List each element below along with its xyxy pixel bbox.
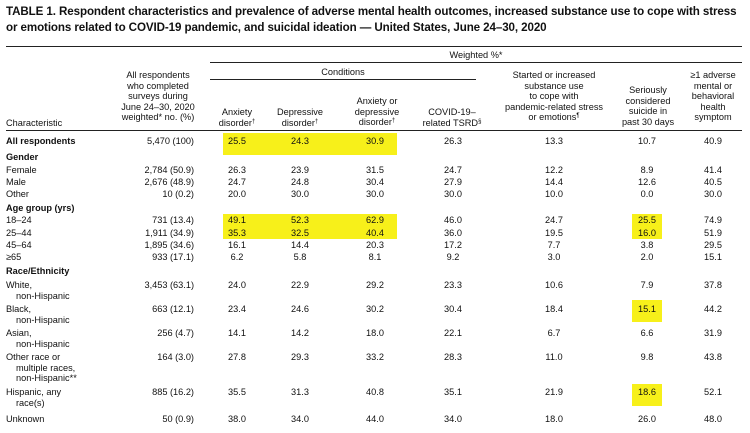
- cell-value: 29.5: [704, 240, 722, 250]
- cell-value: 30.0: [704, 189, 722, 199]
- cell-weighted-n: 1,911 (34.9): [145, 228, 194, 238]
- cell-value: 10.0: [545, 189, 563, 199]
- cell-value: 32.5: [291, 228, 309, 238]
- row-label-line: 25–44: [6, 228, 32, 238]
- header-line: Depressive: [277, 107, 323, 117]
- header-line: to cope with: [529, 91, 579, 102]
- row-label: [6, 304, 70, 325]
- cell-value: 49.1: [228, 215, 246, 225]
- row-label: [6, 328, 70, 349]
- cell-value: 25.5: [638, 215, 656, 225]
- section-heading: [6, 152, 38, 163]
- cell-value: 46.0: [444, 215, 462, 225]
- row-label-line: White,: [6, 280, 33, 290]
- cell-value: 40.8: [366, 387, 384, 397]
- row-label-line: race(s): [16, 397, 45, 408]
- header-line: [418, 118, 486, 129]
- cell-value: 15.1: [704, 252, 722, 262]
- cell-value: 30.4: [366, 177, 384, 187]
- rule-weighted: [210, 62, 742, 63]
- footnote-mark: ¶: [576, 113, 580, 120]
- cell-value: 2.0: [640, 252, 654, 262]
- header-line: behavioral: [691, 91, 735, 102]
- cell-value: 51.9: [704, 228, 722, 238]
- cell-value: 16.0: [638, 228, 656, 238]
- cell-value: 14.4: [545, 177, 563, 187]
- row-label-line: ≥65: [6, 252, 22, 262]
- row-label: [6, 280, 70, 301]
- header-line: June 24–30, 2020: [121, 101, 195, 112]
- header-anxiety-or-depressive: [342, 96, 412, 128]
- header-characteristic: Characteristic: [6, 118, 63, 128]
- cell-value: 9.2: [446, 252, 460, 262]
- header-line: suicide in: [628, 106, 668, 117]
- footnote-mark: †: [314, 118, 319, 125]
- cell-value: 40.9: [704, 136, 722, 146]
- row-label-line: Age group (yrs): [6, 203, 75, 213]
- cell-value: 28.3: [444, 352, 462, 362]
- cell-value: 7.9: [640, 280, 654, 290]
- cell-value: 43.8: [704, 352, 722, 362]
- cell-value: 31.5: [366, 165, 384, 175]
- row-label-line: Black,: [6, 304, 32, 314]
- row-label: [6, 252, 21, 263]
- header-line: Started or increased: [512, 70, 596, 80]
- table-title: TABLE 1. Respondent characteristics and prevalence of adverse mental health outcomes, increased substance use to cope with stress or emotions related to COVID-19 pandemic, and suicidal ideation — United States, June 24–30, 2020: [6, 5, 737, 34]
- cell-weighted-n: 3,453 (63.1): [144, 280, 194, 290]
- cell-value: 12.6: [638, 177, 656, 187]
- cell-value: 8.1: [368, 252, 382, 262]
- cell-value: 62.9: [366, 215, 384, 225]
- header-conditions: Conditions: [321, 67, 365, 77]
- cell-value: 23.9: [291, 165, 309, 175]
- cell-weighted-n: 50 (0.9): [162, 414, 194, 424]
- cell-value: 8.9: [640, 165, 654, 175]
- header-suicide: [618, 85, 678, 127]
- cell-value: 24.8: [291, 177, 309, 187]
- cell-value: 23.3: [444, 280, 462, 290]
- cell-value: 24.7: [228, 177, 246, 187]
- cell-weighted-n: 256 (4.7): [157, 328, 194, 338]
- cell-weighted-n: 731 (13.4): [152, 215, 194, 225]
- header-line: [268, 118, 332, 129]
- cell-value: 12.2: [545, 165, 563, 175]
- cell-value: 52.1: [704, 387, 722, 397]
- header-word: related TSRD: [422, 117, 479, 128]
- cell-weighted-n: 1,895 (34.6): [144, 240, 194, 250]
- cell-value: 30.2: [366, 304, 384, 314]
- cell-value: 30.0: [291, 189, 309, 199]
- header-word: disorder: [281, 117, 315, 128]
- cell-value: 21.9: [545, 387, 563, 397]
- cell-value: 11.0: [545, 352, 563, 362]
- header-line: who completed: [127, 80, 189, 91]
- row-label: [6, 177, 26, 188]
- cell-value: 24.7: [545, 215, 563, 225]
- cell-weighted-n: 5,470 (100): [147, 136, 194, 146]
- cell-value: 3.8: [640, 240, 654, 250]
- row-label-line: Unknown: [6, 414, 45, 424]
- row-label-line: Hispanic, any: [6, 387, 62, 397]
- cell-value: 38.0: [228, 414, 246, 424]
- row-label-line: multiple races,: [16, 362, 76, 373]
- cell-value: 16.1: [228, 240, 246, 250]
- cell-value: 30.9: [366, 136, 384, 146]
- header-line: All respondents: [126, 70, 190, 80]
- section-heading: [6, 203, 74, 214]
- row-label-line: Male: [6, 177, 26, 187]
- cell-value: 34.0: [444, 414, 462, 424]
- row-label-line: 45–64: [6, 240, 32, 250]
- header-substance-use: [490, 70, 618, 123]
- cell-value: 15.1: [638, 304, 656, 314]
- cell-value: 37.8: [704, 280, 722, 290]
- cell-value: 26.3: [444, 136, 462, 146]
- rule-header-bottom: [6, 130, 742, 131]
- cell-value: 20.0: [228, 189, 246, 199]
- header-line: [490, 112, 618, 123]
- row-label-line: 18–24: [6, 215, 32, 225]
- cell-value: 14.1: [228, 328, 246, 338]
- cell-value: 3.0: [547, 252, 561, 262]
- cell-value: 22.1: [444, 328, 462, 338]
- header-line: [342, 117, 412, 128]
- cell-value: 6.7: [547, 328, 561, 338]
- row-label: [6, 189, 29, 200]
- cell-value: 19.5: [545, 228, 563, 238]
- row-label-line: Other: [6, 189, 29, 199]
- header-line: Seriously: [629, 85, 667, 95]
- header-anxiety: [210, 107, 264, 128]
- cell-value: 27.8: [228, 352, 246, 362]
- row-label-line: Race/Ethnicity: [6, 266, 70, 276]
- cell-value: 18.0: [366, 328, 384, 338]
- header-line: [210, 118, 264, 129]
- cell-value: 24.0: [228, 280, 246, 290]
- cell-value: 33.2: [366, 352, 384, 362]
- cell-value: 40.4: [366, 228, 384, 238]
- cell-value: 5.8: [293, 252, 307, 262]
- cell-weighted-n: 663 (12.1): [152, 304, 194, 314]
- section-heading: [6, 266, 69, 277]
- cell-value: 27.9: [444, 177, 462, 187]
- cell-value: 30.0: [444, 189, 462, 199]
- header-line: Anxiety or: [356, 96, 398, 106]
- cell-value: 40.5: [704, 177, 722, 187]
- header-line: past 30 days: [621, 116, 675, 127]
- cell-value: 24.6: [291, 304, 309, 314]
- header-line: weighted* no. (%): [121, 112, 195, 123]
- row-label: [6, 136, 75, 147]
- cell-value: 44.0: [366, 414, 384, 424]
- row-label-line: Female: [6, 165, 37, 175]
- cell-value: 18.4: [545, 304, 563, 314]
- cell-value: 35.3: [228, 228, 246, 238]
- cell-value: 18.6: [638, 387, 656, 397]
- row-label-line: All respondents: [6, 136, 76, 146]
- cell-value: 31.3: [291, 387, 309, 397]
- cell-value: 30.4: [444, 304, 462, 314]
- cell-value: 9.8: [640, 352, 654, 362]
- cell-value: 14.2: [291, 328, 309, 338]
- row-label-line: Other race or: [6, 352, 61, 362]
- footnote-mark: †: [251, 118, 256, 125]
- cell-value: 26.0: [638, 414, 656, 424]
- header-line: COVID-19–: [428, 107, 476, 117]
- header-all-respondents: [106, 70, 210, 123]
- row-label-line: Asian,: [6, 328, 32, 338]
- header-line: substance use: [524, 80, 584, 91]
- row-label: [6, 165, 37, 176]
- cell-value: 10.6: [545, 280, 563, 290]
- row-label: [6, 387, 61, 408]
- footnote-mark: †: [391, 118, 396, 125]
- cell-value: 22.9: [291, 280, 309, 290]
- cell-value: 29.3: [291, 352, 309, 362]
- rule-top: [6, 46, 742, 47]
- header-line: mental or: [693, 80, 733, 91]
- row-label-line: non-Hispanic: [16, 290, 70, 301]
- cell-value: 20.3: [366, 240, 384, 250]
- cell-value: 35.5: [228, 387, 246, 397]
- cell-value: 30.0: [366, 189, 384, 199]
- cell-value: 35.1: [444, 387, 462, 397]
- cell-value: 10.7: [638, 136, 656, 146]
- cell-value: 31.9: [704, 328, 722, 338]
- header-depressive: [268, 107, 332, 128]
- header-word: disorder: [358, 117, 392, 128]
- header-word: disorder: [218, 117, 252, 128]
- row-label-line: non-Hispanic: [16, 338, 70, 349]
- cell-value: 7.7: [547, 240, 561, 250]
- header-adverse-symptom: [680, 70, 746, 123]
- cell-value: 6.6: [640, 328, 654, 338]
- cell-value: 24.7: [444, 165, 462, 175]
- cell-value: 52.3: [291, 215, 309, 225]
- row-label: [6, 352, 77, 384]
- cell-value: 18.0: [545, 414, 563, 424]
- cell-weighted-n: 885 (16.2): [152, 387, 194, 397]
- cell-value: 23.4: [228, 304, 246, 314]
- row-label: [6, 414, 44, 425]
- cell-weighted-n: 164 (3.0): [157, 352, 194, 362]
- cell-weighted-n: 2,784 (50.9): [144, 165, 194, 175]
- row-label: [6, 215, 32, 226]
- cell-value: 25.5: [228, 136, 246, 146]
- header-line: considered: [625, 95, 671, 106]
- cell-value: 24.3: [291, 136, 309, 146]
- footnote-mark: §: [478, 118, 482, 125]
- cell-value: 0.0: [640, 189, 654, 199]
- cell-value: 34.0: [291, 414, 309, 424]
- cell-value: 41.4: [704, 165, 722, 175]
- cell-weighted-n: 2,676 (48.9): [144, 177, 194, 187]
- cell-value: 48.0: [704, 414, 722, 424]
- cell-value: 17.2: [444, 240, 462, 250]
- cell-weighted-n: 933 (17.1): [152, 252, 194, 262]
- cell-value: 26.3: [228, 165, 246, 175]
- cell-value: 74.9: [704, 215, 722, 225]
- cell-value: 14.4: [291, 240, 309, 250]
- cell-weighted-n: 10 (0.2): [162, 189, 194, 199]
- row-label: [6, 228, 32, 239]
- row-label-line: Gender: [6, 152, 39, 162]
- row-label-line: non-Hispanic: [16, 314, 70, 325]
- cell-value: 36.0: [444, 228, 462, 238]
- cell-value: 29.2: [366, 280, 384, 290]
- row-label: [6, 240, 32, 251]
- header-word: or emotions: [528, 112, 577, 123]
- cell-value: 44.2: [704, 304, 722, 314]
- header-line: health: [700, 101, 726, 112]
- header-tsrd: [418, 107, 486, 128]
- row-label-line: non-Hispanic**: [16, 373, 77, 384]
- header-line: symptom: [694, 112, 732, 123]
- cell-value: 13.3: [545, 136, 563, 146]
- rule-conditions: [210, 79, 476, 80]
- header-line: ≥1 adverse: [690, 70, 736, 80]
- header-line: surveys during: [128, 91, 188, 102]
- header-weighted: Weighted %*: [449, 50, 503, 60]
- header-line: Anxiety: [221, 107, 253, 117]
- header-line: pandemic-related stress: [504, 101, 604, 112]
- cell-value: 6.2: [230, 252, 244, 262]
- header-line: depressive: [354, 106, 400, 117]
